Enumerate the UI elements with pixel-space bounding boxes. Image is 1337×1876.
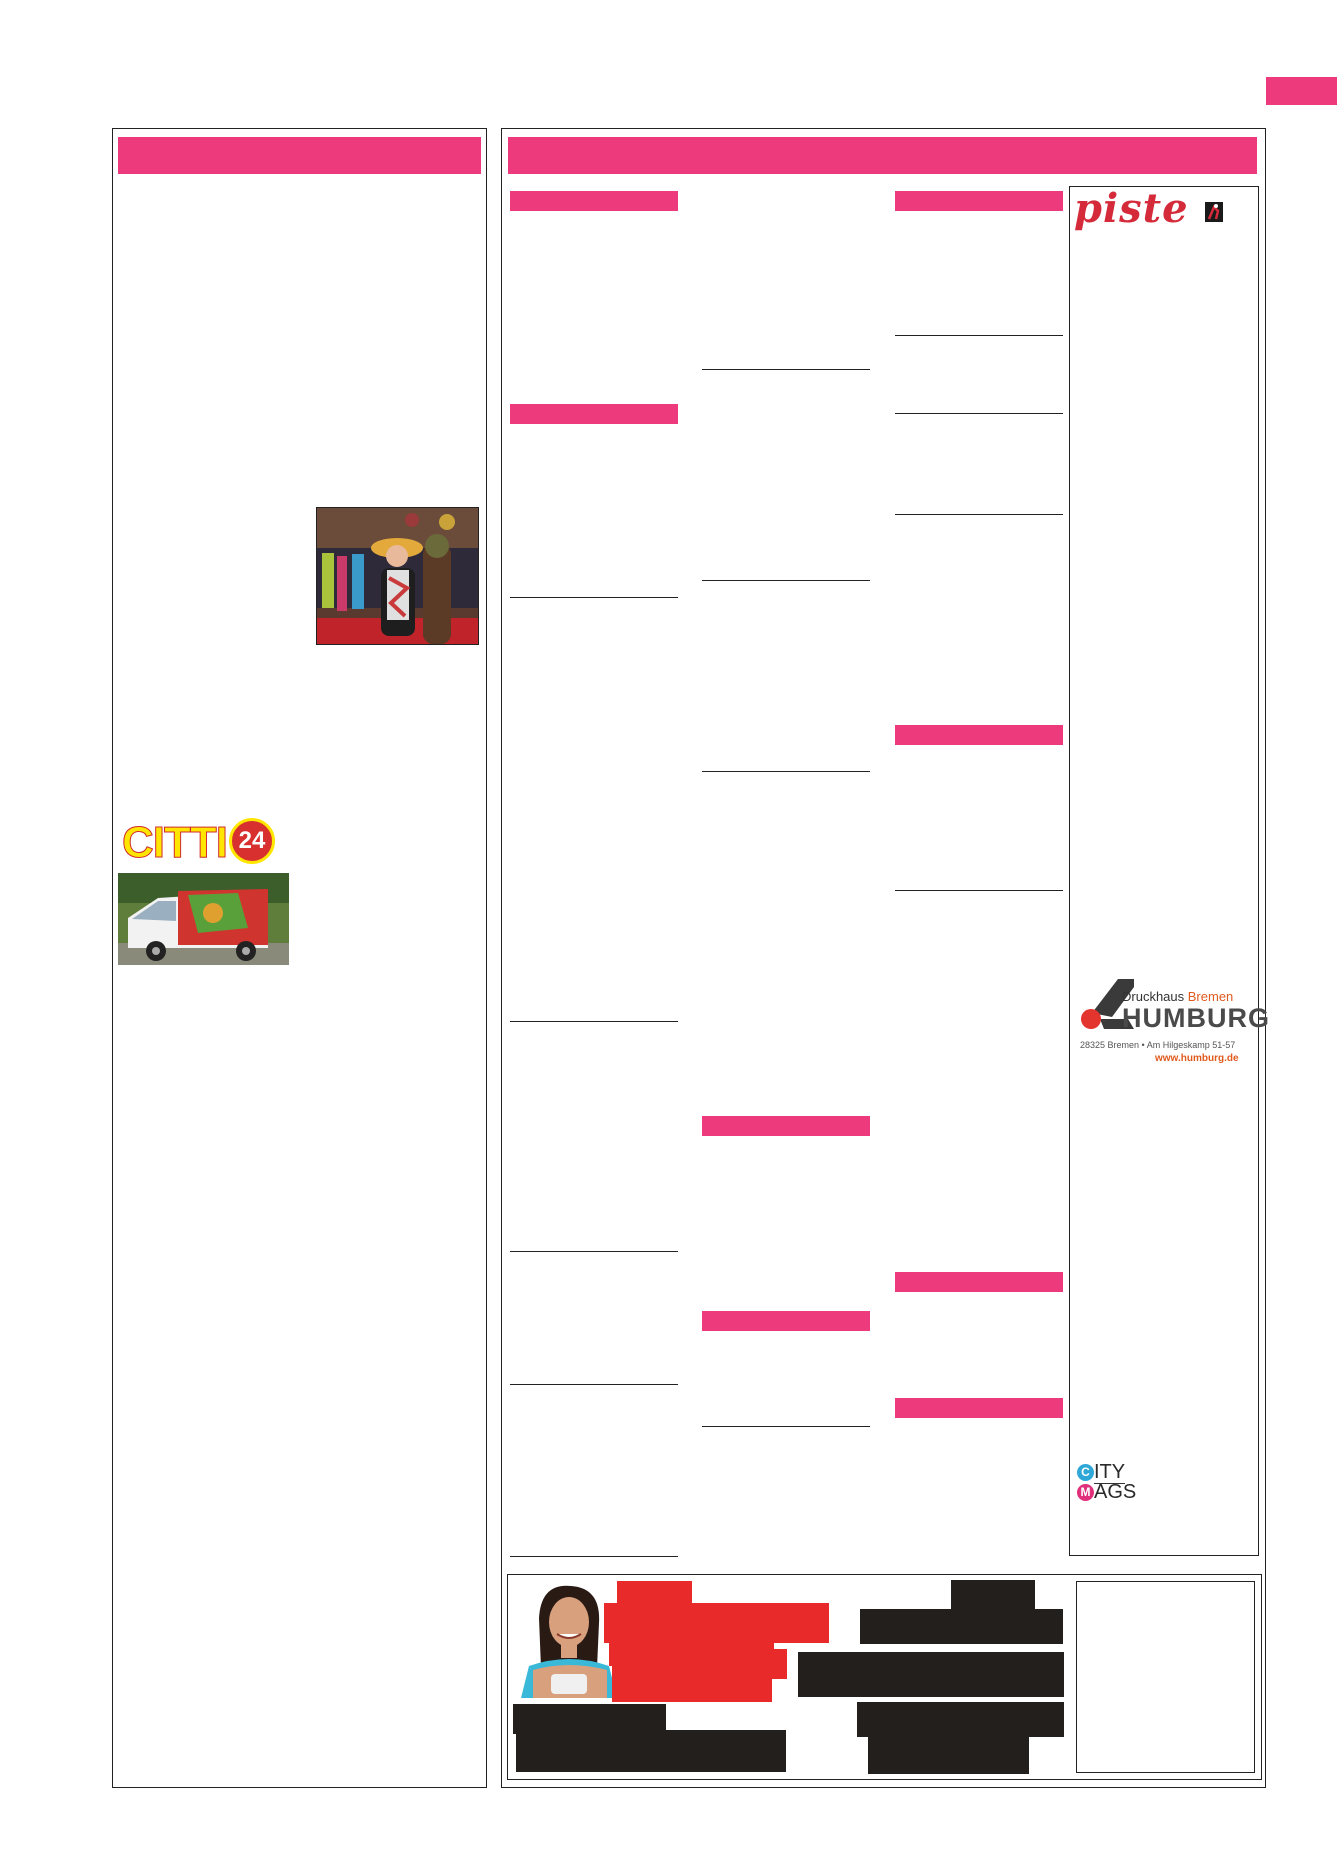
druckhaus-humburg-logo bbox=[1078, 975, 1270, 1070]
col1-divider-3 bbox=[510, 1251, 678, 1252]
left-column-header-bar bbox=[118, 137, 481, 174]
col2-heading-bar-1 bbox=[702, 1116, 870, 1136]
humburg-wordmark: HUMBURG bbox=[1122, 1003, 1270, 1033]
piste-skier-icon bbox=[1204, 201, 1224, 223]
delivery-van-photo bbox=[118, 873, 289, 965]
druckhaus-label: Druckhaus bbox=[1122, 989, 1185, 1004]
col3-divider-4 bbox=[895, 890, 1063, 891]
col1-divider-5 bbox=[510, 1556, 678, 1557]
col3-heading-bar-4 bbox=[895, 1398, 1063, 1418]
ad-red-block-4 bbox=[612, 1649, 787, 1679]
imprint-box bbox=[1069, 186, 1259, 1556]
bottom-ad-side-box bbox=[1076, 1581, 1255, 1773]
ad-dark-block-7 bbox=[516, 1730, 786, 1772]
druckhaus-address: 28325 Bremen • Am Hilgeskamp 51-57 bbox=[1080, 1040, 1236, 1050]
ad-dark-block-5 bbox=[868, 1734, 1029, 1774]
ad-dark-block-3 bbox=[798, 1652, 1064, 1697]
piste-wordmark: piste bbox=[1074, 185, 1189, 232]
citymags-ags: AGS bbox=[1094, 1481, 1137, 1503]
citti-wordmark: CITTI bbox=[122, 818, 227, 867]
citymags-logo bbox=[1077, 1462, 1157, 1504]
col3-heading-bar-3 bbox=[895, 1272, 1063, 1292]
ad-red-block-2 bbox=[604, 1603, 829, 1643]
page-tab bbox=[1266, 77, 1337, 105]
costume-shop-photo bbox=[316, 507, 479, 645]
piste-logo bbox=[1074, 185, 1249, 235]
citymags-c-dot: C bbox=[1077, 1464, 1094, 1481]
citti24-logo bbox=[122, 818, 292, 870]
col1-divider-1 bbox=[510, 597, 678, 598]
col1-divider-2 bbox=[510, 1021, 678, 1022]
col3-heading-bar-1 bbox=[895, 191, 1063, 211]
druckhaus-city: Bremen bbox=[1187, 989, 1234, 1004]
citymags-ity: ITY bbox=[1094, 1461, 1126, 1483]
col1-heading-bar-1 bbox=[510, 191, 678, 211]
ad-dark-block-4 bbox=[857, 1702, 1064, 1737]
col2-divider-4 bbox=[702, 1426, 870, 1427]
citymags-m-dot: M bbox=[1077, 1484, 1094, 1501]
col1-heading-bar-2 bbox=[510, 404, 678, 424]
ad-red-block-5 bbox=[612, 1676, 772, 1702]
col3-divider-2 bbox=[895, 413, 1063, 414]
col2-divider-1 bbox=[702, 369, 870, 370]
col3-divider-3 bbox=[895, 514, 1063, 515]
col2-divider-3 bbox=[702, 771, 870, 772]
ad-dark-block-1 bbox=[951, 1580, 1035, 1610]
druckhaus-url[interactable]: www.humburg.de bbox=[1155, 1053, 1239, 1064]
col1-divider-4 bbox=[510, 1384, 678, 1385]
ad-dark-block-2 bbox=[860, 1609, 1063, 1644]
col3-heading-bar-2 bbox=[895, 725, 1063, 745]
right-section-header-bar bbox=[508, 137, 1257, 174]
col2-heading-bar-2 bbox=[702, 1311, 870, 1331]
citti-number-badge: 24 bbox=[229, 818, 275, 864]
col2-divider-2 bbox=[702, 580, 870, 581]
col3-divider-1 bbox=[895, 335, 1063, 336]
